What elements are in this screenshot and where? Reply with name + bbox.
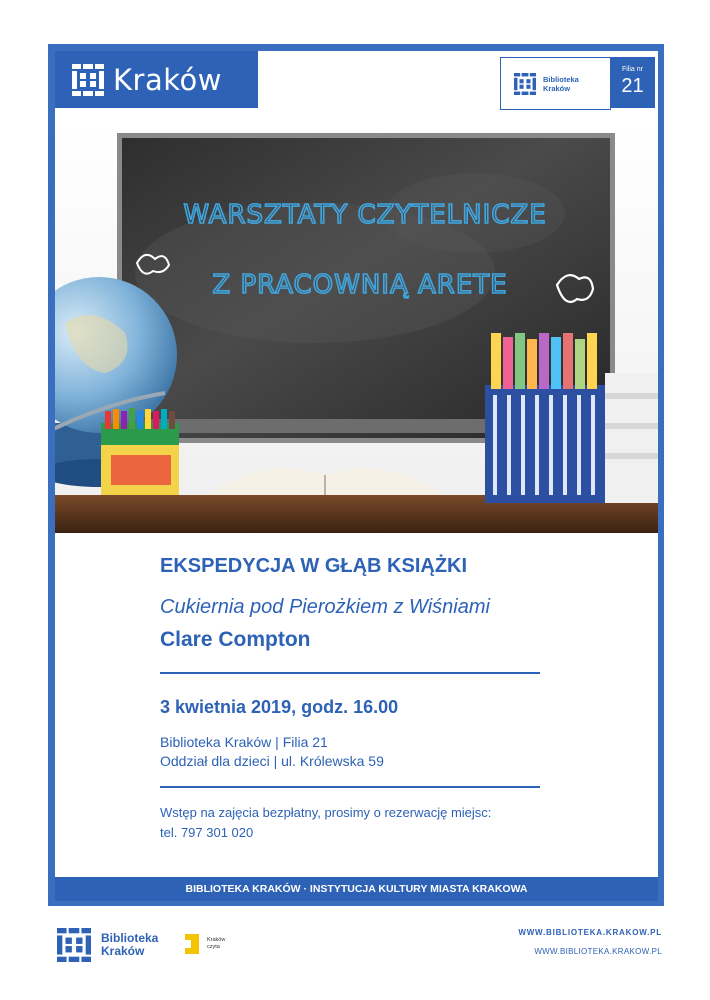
website-link-primary[interactable]: WWW.BIBLIOTEKA.KRAKOW.PL [518,928,662,937]
website-link-secondary[interactable]: WWW.BIBLIOTEKA.KRAKOW.PL [534,947,662,956]
biblioteka-logo-bottom [57,928,158,962]
hero-photo [55,123,658,533]
krakow-logo [55,51,258,108]
biblioteka-mark-icon [514,73,536,95]
event-title: EKSPEDYCJA W GŁĄB KSIĄŻKI [160,555,468,577]
branch-logo-text [543,75,579,93]
krakow-mark-icon [72,64,104,96]
filia-number: 21 [621,75,644,97]
bottom-logo-line1: Biblioteka [101,931,159,945]
branch-logo-line1: Biblioteka [543,74,579,84]
chalk-text-line1: WARSZTATY CZYTELNICZE [183,200,547,230]
divider-top [160,672,540,674]
czyta-line2: czyta [207,944,220,950]
footer-banner: BIBLIOTEKA KRAKÓW · INSTYTUCJA KULTURY MIASTA KRAKOWA [55,877,658,901]
bottom-logo-line2: Kraków [101,944,145,958]
krakow-czyta-mark-icon [183,932,201,956]
krakow-czyta-logo [183,932,225,956]
filia-badge [610,57,655,108]
divider-bottom [160,786,540,788]
chalk-text-line2: Z PRACOWNIĄ ARETE [212,270,508,300]
bottom-logo-text [101,932,158,958]
classroom-illustration [55,123,658,533]
czyta-text [207,937,225,951]
book-title: Cukiernia pod Pierożkiem z Wiśniami [160,596,490,618]
book-author: Clare Compton [160,628,311,651]
filia-label: Filia nr [621,66,643,73]
admission-info: Wstęp na zajęcia bezpłatny, prosimy o rezerwację miejsc: [160,805,492,820]
biblioteka-bottom-mark-icon [57,928,91,962]
location-line2: Oddział dla dzieci | ul. Królewska 59 [160,753,384,769]
logo-text: Kraków [113,62,222,97]
reservation-phone: tel. 797 301 020 [160,825,254,840]
branch-logo [500,57,611,110]
event-date: 3 kwietnia 2019, godz. 16.00 [160,697,399,717]
location-line1: Biblioteka Kraków | Filia 21 [160,734,328,750]
czyta-line1: Kraków [207,937,226,943]
branch-logo-line2: Kraków [543,83,571,93]
